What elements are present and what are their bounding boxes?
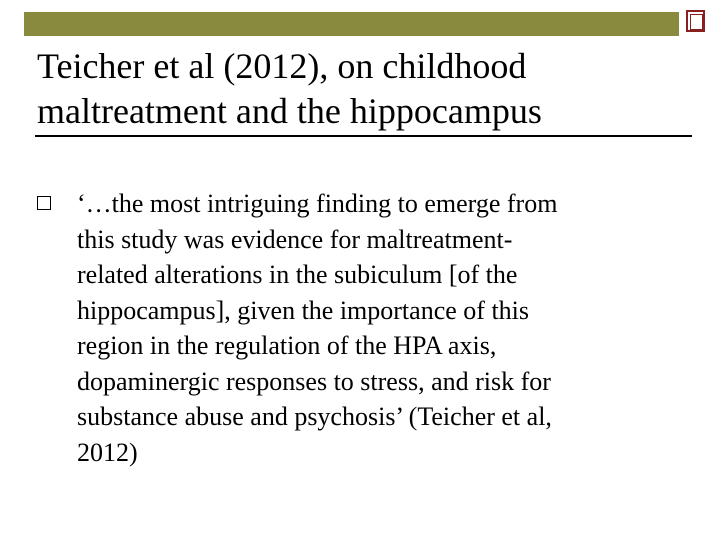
body-line: substance abuse and psychosis’ (Teicher et al, bbox=[77, 402, 552, 431]
body-line: ‘…the most intriguing finding to emerge from bbox=[77, 189, 558, 218]
hollow-square-icon bbox=[37, 196, 51, 210]
quote-body bbox=[77, 186, 687, 470]
body-line: dopaminergic responses to stress, and risk for bbox=[77, 366, 551, 396]
corner-square-icon bbox=[686, 10, 705, 32]
body-line: this study was evidence for maltreatment- bbox=[77, 224, 513, 254]
title-divider bbox=[35, 135, 692, 137]
header-bar bbox=[24, 12, 679, 36]
body-line: region in the regulation of the HPA axis, bbox=[77, 331, 497, 360]
body-line: 2012) bbox=[77, 437, 138, 467]
body-line: related alterations in the subiculum [of the bbox=[77, 260, 518, 289]
body-line: hippocampus], given the importance of this bbox=[77, 295, 530, 325]
title-line-1: Teicher et al (2012), on childhood bbox=[37, 46, 527, 86]
title-line-2: maltreatment and the hippocampus bbox=[37, 91, 542, 131]
slide-title bbox=[37, 44, 687, 134]
